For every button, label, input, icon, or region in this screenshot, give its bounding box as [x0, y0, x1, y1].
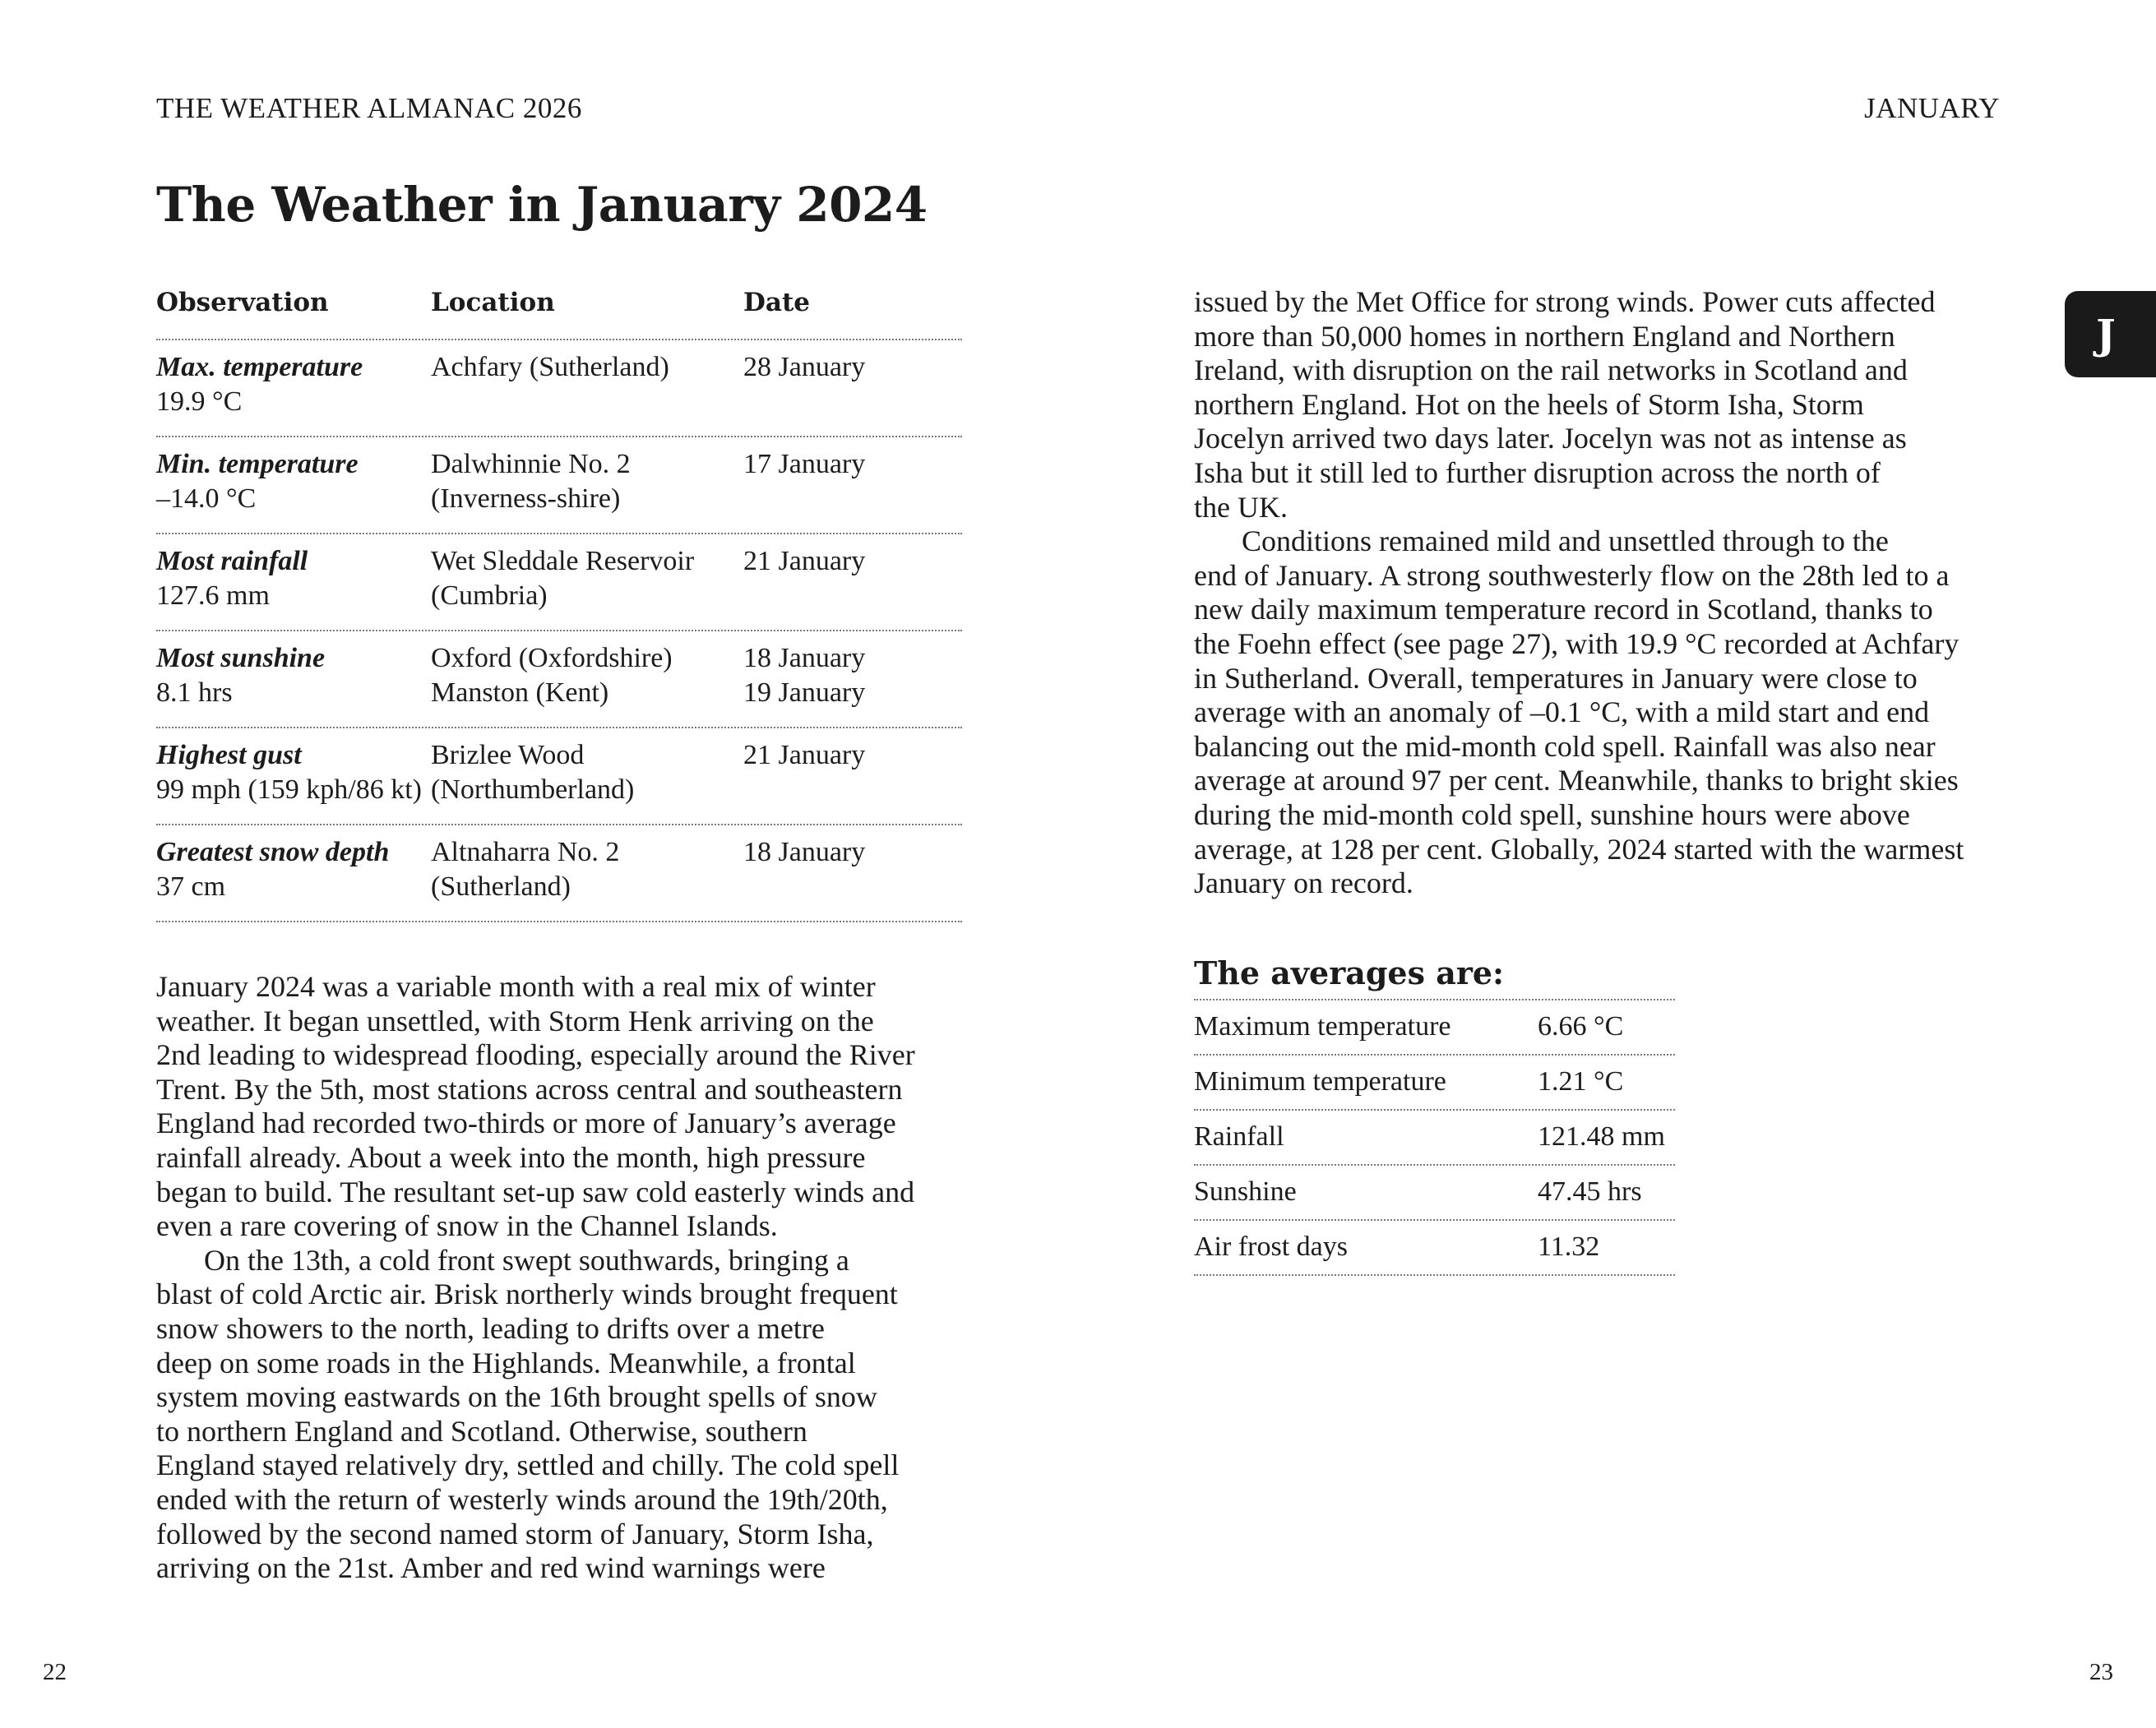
observation-value: 99 mph (159 kph/86 kt)	[156, 774, 422, 805]
text-line: rainfall already. About a week into the month, high pressure	[156, 1140, 866, 1174]
text-line: new daily maximum temperature record in Scotland, thanks to	[1194, 593, 1933, 626]
text-line: even a rare covering of snow in the Channel Islands.	[156, 1209, 778, 1243]
average-value: 6.66 °C	[1538, 1011, 1624, 1042]
text-line: the Foehn effect (see page 27), with 19.9 °C recorded at Achfary	[1194, 626, 1959, 660]
observation-location: Oxford (Oxfordshire)	[431, 643, 673, 673]
right-column-body-text	[1194, 285, 2008, 901]
observation-row-greatest-snow-depth	[156, 825, 962, 922]
average-value: 1.21 °C	[1538, 1066, 1624, 1097]
text-line: January 2024 was a variable month with a real mix of winter	[156, 970, 876, 1003]
text-line: end of January. A strong southwesterly flow on the 28th led to a	[1194, 558, 1950, 592]
text-line: Isha but it still led to further disruption across the north of	[1194, 455, 1881, 489]
text-line: snow showers to the north, leading to drifts over a metre	[156, 1311, 825, 1345]
average-label: Minimum temperature	[1194, 1066, 1446, 1097]
observation-label: Most rainfall	[156, 546, 308, 576]
averages-row-minimum-temperature	[1194, 1056, 1675, 1111]
text-line: On the 13th, a cold front swept southwards, bringing a	[204, 1243, 849, 1277]
header-location: Location	[431, 288, 555, 317]
text-line: Jocelyn arrived two days later. Jocelyn was not as intense as	[1194, 422, 1907, 455]
observation-row-highest-gust	[156, 728, 962, 825]
observation-date: 18 January	[743, 837, 866, 867]
averages-row-air-frost-days	[1194, 1221, 1675, 1276]
text-line: January on record.	[1194, 866, 1413, 900]
left-column-body-text	[156, 970, 970, 1586]
text-line: England stayed relatively dry, settled and chilly. The cold spell	[156, 1448, 900, 1482]
average-value: 47.45 hrs	[1538, 1176, 1642, 1207]
page-number-left: 22	[43, 1659, 67, 1685]
text-line: the UK.	[1194, 490, 1288, 524]
thumb-tab-letter: J	[2096, 310, 2116, 358]
observations-header-row	[156, 280, 962, 340]
observation-row-most-rainfall	[156, 534, 962, 631]
observation-date: 18 January	[743, 643, 866, 673]
observation-row-most-sunshine	[156, 631, 962, 728]
text-line: during the mid-month cold spell, sunshine hours were above	[1194, 797, 1910, 831]
page-number-right: 23	[2089, 1659, 2113, 1685]
month-thumb-tab	[2065, 291, 2156, 377]
text-line: average with an anomaly of –0.1 °C, with a mild start and end	[1194, 695, 1930, 729]
observation-row-max-temperature	[156, 340, 962, 437]
observation-location-detail: (Northumberland)	[431, 774, 635, 805]
observation-label: Min. temperature	[156, 449, 359, 479]
observation-date: 21 January	[743, 546, 866, 576]
observation-location: Dalwhinnie No. 2	[431, 449, 631, 479]
averages-title: The averages are:	[1194, 948, 1675, 1000]
observation-location-second: Manston (Kent)	[431, 677, 609, 708]
body-paragraph-2	[156, 1244, 970, 1586]
text-line: issued by the Met Office for strong winds. Power cuts affected	[1194, 285, 1936, 318]
observation-value: –14.0 °C	[156, 483, 257, 514]
text-line: weather. It began unsettled, with Storm Henk arriving on the	[156, 1004, 874, 1037]
observation-location: Wet Sleddale Reservoir	[431, 546, 695, 576]
observation-date: 21 January	[743, 740, 866, 770]
text-line: in Sutherland. Overall, temperatures in January were close to	[1194, 661, 1918, 695]
averages-row-maximum-temperature	[1194, 1000, 1675, 1056]
observation-location: Brizlee Wood	[431, 740, 585, 770]
observation-date-second: 19 January	[743, 677, 866, 708]
page-title: The Weather in January 2024	[156, 177, 928, 233]
text-line: northern England. Hot on the heels of Storm Isha, Storm	[1194, 387, 1864, 421]
average-value: 121.48 mm	[1538, 1121, 1665, 1152]
text-line: followed by the second named storm of January, Storm Isha,	[156, 1517, 874, 1550]
body-paragraph-4	[1194, 524, 2008, 901]
averages-table	[1194, 948, 1675, 1276]
text-line: ended with the return of westerly winds around the 19th/20th,	[156, 1482, 888, 1516]
text-line: Ireland, with disruption on the rail networks in Scotland and	[1194, 353, 1908, 387]
observation-location-detail: (Sutherland)	[431, 871, 571, 902]
text-line: began to build. The resultant set-up saw cold easterly winds and	[156, 1175, 915, 1208]
observation-label: Greatest snow depth	[156, 837, 390, 867]
average-value: 11.32	[1538, 1231, 1600, 1262]
observation-value: 127.6 mm	[156, 580, 270, 611]
observation-row-min-temperature	[156, 437, 962, 534]
observation-value: 19.9 °C	[156, 386, 243, 417]
average-label: Sunshine	[1194, 1176, 1297, 1207]
text-line: more than 50,000 homes in northern England and Northern	[1194, 319, 1895, 353]
observation-location: Achfary (Sutherland)	[431, 352, 669, 382]
average-label: Maximum temperature	[1194, 1011, 1451, 1042]
average-label: Air frost days	[1194, 1231, 1348, 1262]
body-paragraph-3	[1194, 285, 2008, 524]
observation-date: 17 January	[743, 449, 866, 479]
text-line: average, at 128 per cent. Globally, 2024 started with the warmest	[1194, 832, 1964, 866]
observations-table	[156, 280, 962, 922]
observation-label: Max. temperature	[156, 352, 363, 382]
text-line: Trent. By the 5th, most stations across central and southeastern	[156, 1072, 903, 1106]
observation-value: 8.1 hrs	[156, 677, 233, 708]
header-observation: Observation	[156, 288, 329, 317]
body-paragraph-1	[156, 970, 970, 1244]
observation-label: Most sunshine	[156, 643, 326, 673]
text-line: 2nd leading to widespread flooding, especially around the River	[156, 1038, 915, 1072]
running-head-left: THE WEATHER ALMANAC 2026	[156, 92, 582, 124]
text-line: to northern England and Scotland. Otherwise, southern	[156, 1414, 807, 1448]
average-label: Rainfall	[1194, 1121, 1284, 1152]
observation-location: Altnaharra No. 2	[431, 837, 620, 867]
text-line: arriving on the 21st. Amber and red wind warnings were	[156, 1551, 826, 1585]
observation-date: 28 January	[743, 352, 866, 382]
text-line: England had recorded two-thirds or more of January’s average	[156, 1107, 896, 1140]
observation-location-detail: (Cumbria)	[431, 580, 548, 611]
text-line: blast of cold Arctic air. Brisk northerly winds brought frequent	[156, 1278, 898, 1311]
header-date: Date	[743, 288, 811, 317]
text-line: deep on some roads in the Highlands. Meanwhile, a frontal	[156, 1346, 856, 1379]
observation-location-detail: (Inverness-shire)	[431, 483, 621, 514]
text-line: Conditions remained mild and unsettled through to the	[1242, 524, 1889, 558]
averages-row-sunshine	[1194, 1166, 1675, 1221]
observation-value: 37 cm	[156, 871, 226, 902]
running-head-right: JANUARY	[1864, 92, 2000, 124]
observation-label: Highest gust	[156, 740, 302, 770]
averages-row-rainfall	[1194, 1111, 1675, 1166]
text-line: average at around 97 per cent. Meanwhile, thanks to bright skies	[1194, 764, 1959, 797]
text-line: system moving eastwards on the 16th brought spells of snow	[156, 1380, 877, 1414]
text-line: balancing out the mid-month cold spell. Rainfall was also near	[1194, 729, 1936, 763]
